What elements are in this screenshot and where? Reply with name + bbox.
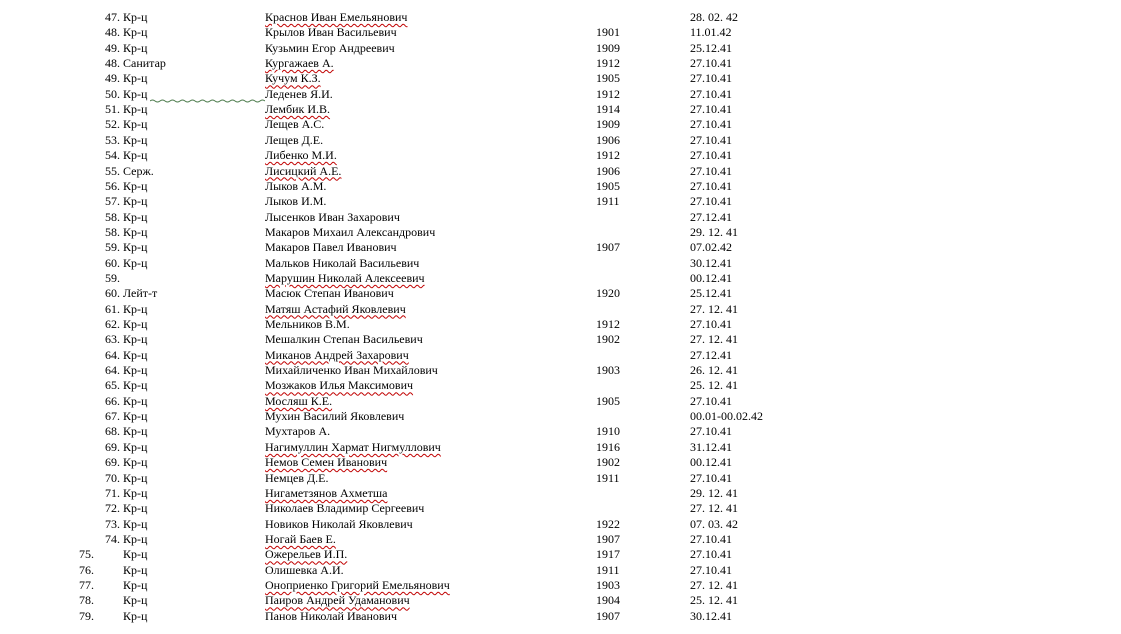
row-number: 58. — [105, 224, 120, 239]
row-year: 1910 — [596, 424, 620, 439]
row-name: Либенко М.И. — [265, 148, 337, 163]
table-row — [0, 363, 1121, 378]
row-name: Лещев Д.Е. — [265, 132, 324, 147]
row-rank: Кр-ц — [123, 577, 148, 592]
row-date: 27.10.41 — [690, 102, 732, 117]
row-year: 1905 — [596, 178, 620, 193]
row-year: 1901 — [596, 25, 620, 40]
row-number: 72. — [105, 501, 120, 516]
row-year: 1912 — [596, 86, 620, 101]
table-row — [0, 240, 1121, 255]
row-number: 71. — [105, 485, 120, 500]
row-date: 11.01.42 — [690, 25, 732, 40]
row-year: 1904 — [596, 593, 620, 608]
row-number: 60. — [105, 286, 120, 301]
row-year: 1920 — [596, 286, 620, 301]
row-date: 27.10.41 — [690, 531, 732, 546]
table-row — [0, 10, 1121, 25]
row-date: 00.01-00.02.42 — [690, 409, 763, 424]
row-date: 27.10.41 — [690, 547, 732, 562]
row-rank: Кр-ц — [123, 117, 148, 132]
row-rank: Кр-ц — [123, 347, 148, 362]
row-name: Николаев Владимир Сергеевич — [265, 501, 425, 516]
row-year: 1912 — [596, 148, 620, 163]
table-row — [0, 348, 1121, 363]
row-year: 1914 — [596, 102, 620, 117]
row-date: 25. 12. 41 — [690, 593, 738, 608]
table-row — [0, 41, 1121, 56]
row-name: Леденев Я.И. — [265, 86, 333, 101]
row-name: Нагимуллин Хармат Нигмуллович — [265, 439, 441, 454]
row-number: 53. — [105, 132, 120, 147]
row-year: 1907 — [596, 608, 620, 623]
row-date: 27.12.41 — [690, 209, 732, 224]
row-rank: Кр-ц — [123, 409, 148, 424]
row-rank: Кр-ц — [123, 363, 148, 378]
row-date: 27.10.41 — [690, 194, 732, 209]
row-rank: Кр-ц — [123, 301, 148, 316]
row-year: 1902 — [596, 455, 620, 470]
row-rank: Кр-ц — [123, 10, 148, 24]
row-year: 1909 — [596, 40, 620, 55]
row-date: 07.02.42 — [690, 240, 732, 255]
table-row — [0, 133, 1121, 148]
row-name: Лисицкий А.Е. — [265, 163, 342, 178]
row-name: Мельников В.М. — [265, 317, 350, 331]
row-name: Масюк Степан Иванович — [265, 286, 394, 301]
row-number: 67. — [105, 409, 120, 424]
row-year: 1906 — [596, 132, 620, 147]
row-name: Оноприенко Григорий Емельянович — [265, 577, 450, 592]
row-name: Михайличенко Иван Михайлович — [265, 363, 438, 378]
row-date: 27.10.41 — [690, 424, 732, 439]
row-rank: Санитар — [123, 56, 166, 71]
row-date: 27.10.41 — [690, 86, 732, 101]
row-name: Мухтаров А. — [265, 424, 331, 439]
row-number: 77. — [79, 577, 94, 592]
row-date: 28. 02. 42 — [690, 10, 738, 24]
row-name: Олишевка А.И. — [265, 562, 344, 577]
row-name: Кучум К.З. — [265, 71, 321, 86]
table-row — [0, 117, 1121, 132]
row-name: Миканов Андрей Захарович — [265, 347, 409, 362]
row-number: 49. — [105, 40, 120, 55]
row-date: 00.12.41 — [690, 270, 732, 285]
table-row — [0, 593, 1121, 608]
row-number: 49. — [105, 71, 120, 86]
row-year: 1905 — [596, 393, 620, 408]
row-year: 1903 — [596, 363, 620, 378]
row-rank: Кр-ц — [123, 455, 148, 470]
row-name: Мальков Николай Васильевич — [265, 255, 420, 270]
row-rank: Кр-ц — [123, 439, 148, 454]
row-number: 47. — [105, 10, 120, 24]
row-date: 27.10.41 — [690, 562, 732, 577]
row-date: 00.12.41 — [690, 455, 732, 470]
table-row — [0, 56, 1121, 71]
row-rank: Кр-ц — [123, 178, 148, 193]
row-date: 27. 12. 41 — [690, 301, 738, 316]
table-row — [0, 286, 1121, 301]
row-rank: Кр-ц — [123, 102, 148, 117]
row-rank: Кр-ц — [123, 317, 148, 331]
row-year: 1906 — [596, 163, 620, 178]
row-number: 64. — [105, 363, 120, 378]
row-number: 59. — [105, 270, 120, 285]
row-number: 48. — [105, 25, 120, 40]
row-year: 1912 — [596, 317, 620, 331]
row-number: 78. — [79, 593, 94, 608]
row-year: 1905 — [596, 71, 620, 86]
row-name: Мешалкин Степан Васильевич — [265, 332, 423, 347]
row-date: 27. 12. 41 — [690, 501, 738, 516]
row-number: 56. — [105, 178, 120, 193]
row-name: Ожерельев И.П. — [265, 547, 348, 562]
row-rank: Кр-ц — [123, 40, 148, 55]
table-row — [0, 25, 1121, 40]
row-name: Лещев А.С. — [265, 117, 325, 132]
row-name: Немов Семен Иванович — [265, 455, 388, 470]
row-number: 62. — [105, 317, 120, 331]
table-row — [0, 148, 1121, 163]
row-year: 1909 — [596, 117, 620, 132]
row-number: 64. — [105, 347, 120, 362]
table-row — [0, 578, 1121, 593]
row-name: Лыков А.М. — [265, 178, 327, 193]
row-rank: Кр-ц — [123, 194, 148, 209]
row-number: 69. — [105, 455, 120, 470]
row-number: 59. — [105, 240, 120, 255]
row-name: Новиков Николай Яковлевич — [265, 516, 413, 531]
row-name: Кургажаев А. — [265, 56, 334, 71]
table-row — [0, 302, 1121, 317]
row-number: 69. — [105, 439, 120, 454]
row-year: 1902 — [596, 332, 620, 347]
row-date: 27.10.41 — [690, 317, 732, 331]
row-number: 79. — [79, 608, 94, 623]
row-year: 1922 — [596, 516, 620, 531]
row-name: Мосляш К.Е. — [265, 393, 333, 408]
row-rank: Кр-ц — [123, 485, 148, 500]
row-date: 07. 03. 42 — [690, 516, 738, 531]
row-number: 68. — [105, 424, 120, 439]
table-row — [0, 71, 1121, 86]
table-row — [0, 471, 1121, 486]
row-rank: Кр-ц — [123, 255, 148, 270]
table-row — [0, 317, 1121, 332]
row-rank: Кр-ц — [123, 393, 148, 408]
row-rank: Кр-ц — [123, 132, 148, 147]
row-date: 25.12.41 — [690, 286, 732, 301]
table-row — [0, 164, 1121, 179]
row-date: 27.10.41 — [690, 470, 732, 485]
row-number: 54. — [105, 148, 120, 163]
table-row — [0, 87, 1121, 102]
row-number: 57. — [105, 194, 120, 209]
row-number: 73. — [105, 516, 120, 531]
row-number: 55. — [105, 163, 120, 178]
row-date: 27. 12. 41 — [690, 577, 738, 592]
row-number: 65. — [105, 378, 120, 393]
row-rank: Кр-ц — [123, 25, 148, 40]
row-rank: Кр-ц — [123, 86, 148, 101]
row-date: 27.10.41 — [690, 56, 732, 71]
table-row — [0, 225, 1121, 240]
table-row — [0, 102, 1121, 117]
row-rank: Кр-ц — [123, 531, 148, 546]
row-date: 27.10.41 — [690, 71, 732, 86]
row-date: 27. 12. 41 — [690, 332, 738, 347]
row-year: 1916 — [596, 439, 620, 454]
row-number: 63. — [105, 332, 120, 347]
row-date: 29. 12. 41 — [690, 224, 738, 239]
row-number: 76. — [79, 562, 94, 577]
row-number: 52. — [105, 117, 120, 132]
row-rank: Кр-ц — [123, 332, 148, 347]
row-number: 66. — [105, 393, 120, 408]
row-year: 1907 — [596, 531, 620, 546]
row-date: 31.12.41 — [690, 439, 732, 454]
table-row — [0, 378, 1121, 393]
table-row — [0, 210, 1121, 225]
table-row — [0, 194, 1121, 209]
row-name: Ногай Баев Е. — [265, 531, 336, 546]
row-date: 25. 12. 41 — [690, 378, 738, 393]
row-rank: Кр-ц — [123, 424, 148, 439]
row-name: Марушин Николай Алексеевич — [265, 270, 425, 285]
row-name: Лыков И.М. — [265, 194, 327, 209]
row-number: 74. — [105, 531, 120, 546]
row-date: 30.12.41 — [690, 608, 732, 623]
row-number: 60. — [105, 255, 120, 270]
row-rank: Кр-ц — [123, 501, 148, 516]
table-row — [0, 271, 1121, 286]
table-row — [0, 256, 1121, 271]
table-row — [0, 563, 1121, 578]
table-row — [0, 179, 1121, 194]
row-name: Паиров Андрей Удаманович — [265, 593, 410, 608]
row-name: Крылов Иван Васильевич — [265, 25, 397, 40]
row-date: 27.10.41 — [690, 393, 732, 408]
row-date: 27.10.41 — [690, 117, 732, 132]
row-date: 27.10.41 — [690, 163, 732, 178]
row-name: Мозжаков Илья Максимович — [265, 378, 414, 393]
table-row — [0, 532, 1121, 547]
row-number: 50. — [105, 86, 120, 101]
row-number: 75. — [79, 547, 94, 562]
row-year: 1911 — [596, 562, 620, 577]
table-row — [0, 455, 1121, 470]
row-name: Макаров Михаил Александрович — [265, 224, 436, 239]
row-number: 61. — [105, 301, 120, 316]
table-row — [0, 424, 1121, 439]
row-year: 1907 — [596, 240, 620, 255]
row-name: Кузьмин Егор Андреевич — [265, 40, 395, 55]
row-rank: Кр-ц — [123, 378, 148, 393]
row-name: Краснов Иван Емельянович — [265, 10, 408, 24]
row-rank: Кр-ц — [123, 562, 148, 577]
row-rank: Кр-ц — [123, 209, 148, 224]
table-row — [0, 486, 1121, 501]
row-number: 51. — [105, 102, 120, 117]
row-year: 1903 — [596, 577, 620, 592]
row-name: Лембик И.В. — [265, 102, 331, 117]
row-rank: Кр-ц — [123, 470, 148, 485]
row-rank: Серж. — [123, 163, 154, 178]
row-date: 27.10.41 — [690, 132, 732, 147]
row-number: 48. — [105, 56, 120, 71]
table-row — [0, 409, 1121, 424]
row-rank: Кр-ц — [123, 516, 148, 531]
table-row — [0, 609, 1121, 624]
row-rank: Кр-ц — [123, 608, 148, 623]
row-date: 27.10.41 — [690, 148, 732, 163]
row-date: 25.12.41 — [690, 40, 732, 55]
row-rank: Лейт-т — [123, 286, 158, 301]
row-rank: Кр-ц — [123, 240, 148, 255]
row-date: 30.12.41 — [690, 255, 732, 270]
row-name: Макаров Павел Иванович — [265, 240, 397, 255]
table-row — [0, 501, 1121, 516]
table-row — [0, 547, 1121, 562]
row-year: 1911 — [596, 194, 620, 209]
table-row — [0, 394, 1121, 409]
table-row — [0, 517, 1121, 532]
row-date: 27.10.41 — [690, 178, 732, 193]
row-name: Матяш Астафий Яковлевич — [265, 301, 406, 316]
row-name: Нигаметзянов Ахметша — [265, 485, 388, 500]
row-name: Панов Николай Иванович — [265, 608, 398, 623]
row-year: 1911 — [596, 470, 620, 485]
table-row — [0, 440, 1121, 455]
table-row — [0, 332, 1121, 347]
row-rank: Кр-ц — [123, 224, 148, 239]
row-date: 29. 12. 41 — [690, 485, 738, 500]
row-rank: Кр-ц — [123, 148, 148, 163]
row-year: 1917 — [596, 547, 620, 562]
row-number: 70. — [105, 470, 120, 485]
row-name: Лысенков Иван Захарович — [265, 209, 400, 224]
row-date: 27.12.41 — [690, 347, 732, 362]
row-rank: Кр-ц — [123, 593, 148, 608]
row-number: 58. — [105, 209, 120, 224]
row-rank: Кр-ц — [123, 547, 148, 562]
row-date: 26. 12. 41 — [690, 363, 738, 378]
row-name: Немцев Д.Е. — [265, 470, 329, 485]
row-name: Мухин Василий Яковлевич — [265, 409, 405, 424]
row-rank: Кр-ц — [123, 71, 148, 86]
row-year: 1912 — [596, 56, 620, 71]
